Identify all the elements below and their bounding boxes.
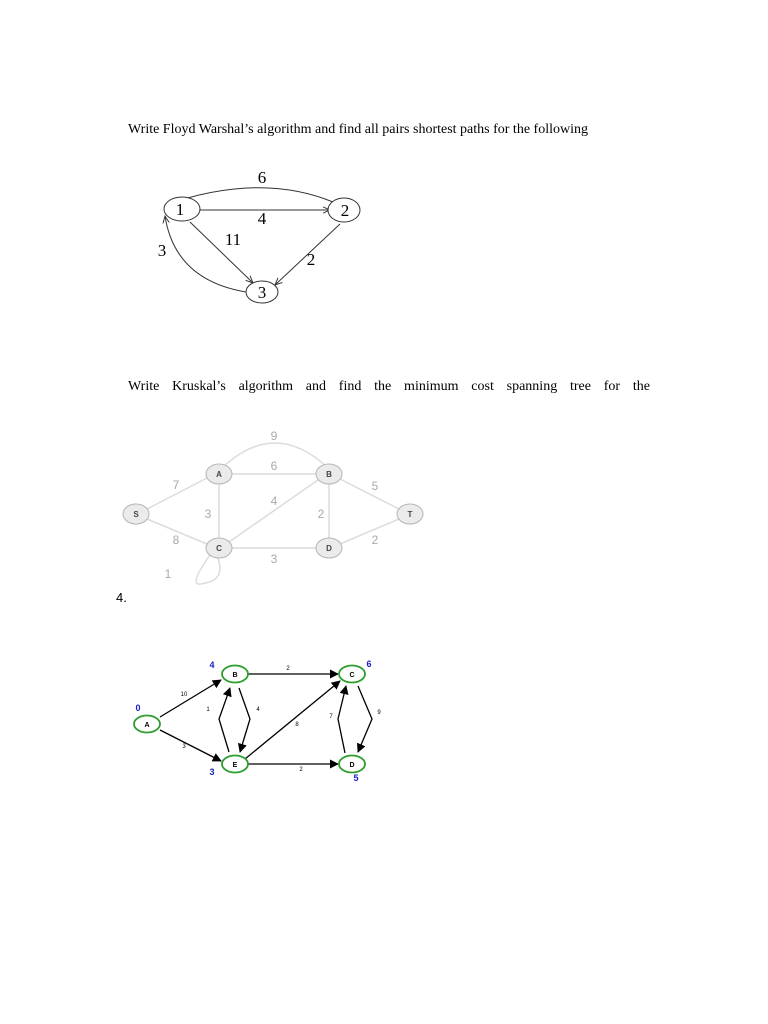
edge-weight-1-2: 4 — [257, 209, 267, 228]
edge-weight-2-1: 6 — [257, 168, 267, 187]
node-label-b: B — [232, 672, 238, 679]
node-label-t: T — [407, 510, 413, 519]
distance-c: 6 — [366, 659, 372, 669]
node-label-d: D — [349, 762, 355, 769]
edge-weight-s-a: 7 — [172, 478, 180, 492]
question-2-text: Write Kruskal’s algorithm and find the minimum cost spanning tree for the — [128, 379, 650, 394]
node-label-a: A — [216, 470, 222, 479]
distance-d: 5 — [353, 773, 359, 783]
node-label-c: C — [216, 544, 222, 553]
node-label-2: 2 — [340, 201, 350, 220]
distance-e: 3 — [209, 767, 215, 777]
edge-b-e — [239, 688, 250, 752]
edge-weight-d-c: 7 — [329, 714, 333, 720]
node-label-d: D — [326, 544, 332, 553]
node-label-3: 3 — [257, 283, 267, 302]
edge-weight-b-d: 2 — [317, 507, 325, 521]
edge-weight-b-t: 5 — [371, 479, 379, 493]
node-label-s: S — [133, 510, 139, 519]
edge-weight-1-3: 11 — [224, 230, 242, 249]
edge-weight-2-3: 2 — [306, 250, 316, 269]
edge-weight-c-c: 1 — [164, 567, 172, 581]
edge-weight-a-c: 3 — [204, 507, 212, 521]
edge-weight-b-e: 4 — [256, 707, 260, 713]
node-label-e: E — [232, 762, 238, 769]
edge-weight-a-b: 10 — [180, 692, 188, 698]
edge-weight-e-b: 1 — [206, 707, 210, 713]
edge-e-b — [219, 688, 230, 752]
distance-b: 4 — [209, 660, 215, 670]
edge-e-c — [245, 681, 340, 759]
node-label-c: C — [349, 672, 355, 679]
edge-a-b — [160, 680, 221, 717]
edge-weight-c-d: 3 — [270, 552, 278, 566]
edge-d-c — [338, 686, 346, 753]
edge-weight-d-t: 2 — [371, 533, 379, 547]
distance-a: 0 — [135, 703, 141, 713]
edge-weight-e-c: 8 — [295, 722, 299, 728]
node-label-a: A — [144, 722, 150, 729]
edge-a-e — [160, 730, 221, 761]
node-label-1: 1 — [175, 200, 185, 219]
edge-weight-b-c: 2 — [286, 666, 290, 672]
node-label-b: B — [326, 470, 332, 479]
edge-weight-a-b-9: 9 — [270, 429, 278, 443]
edge-weight-c-d: 9 — [377, 710, 381, 716]
question-1-text: Write Floyd Warshal’s algorithm and find all pairs shortest paths for the following — [128, 122, 588, 137]
edge-weight-a-e: 3 — [182, 744, 186, 750]
edge-weight-a-b-6: 6 — [270, 459, 278, 473]
edge-weight-e-d: 2 — [299, 767, 303, 773]
edge-weight-c-b: 4 — [270, 494, 278, 508]
question-4-number: 4. — [116, 590, 127, 605]
edge-c-d — [358, 686, 372, 752]
edge-weight-3-1: 3 — [157, 241, 167, 260]
edge-weight-s-c: 8 — [172, 533, 180, 547]
